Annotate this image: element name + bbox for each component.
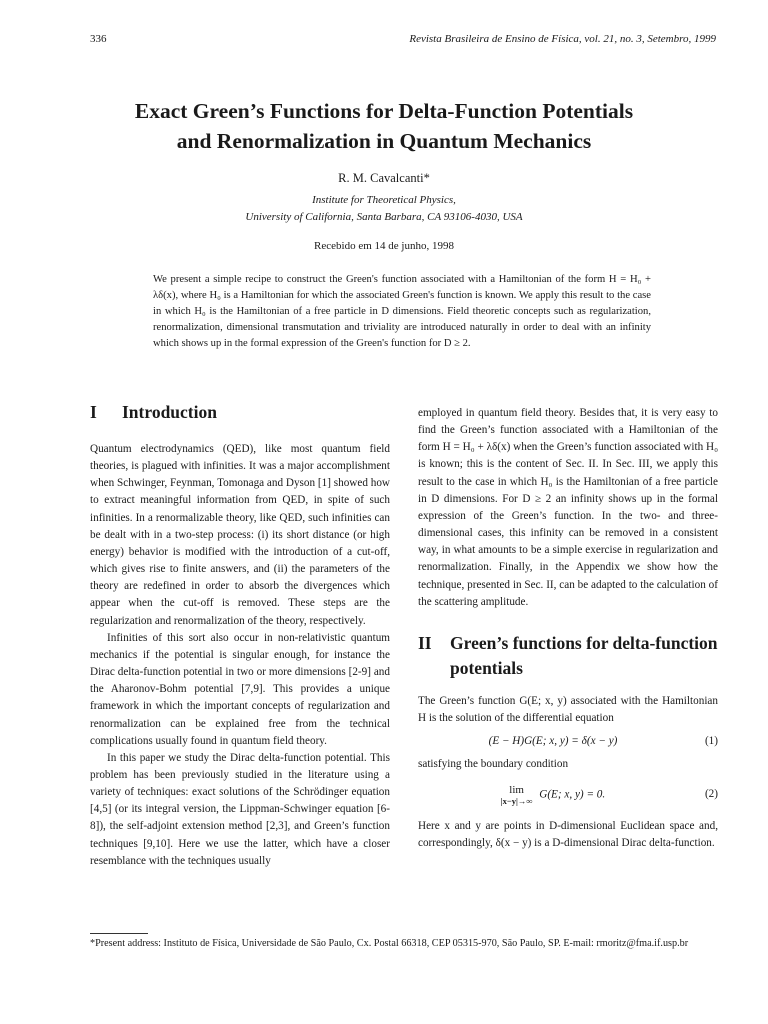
footnote: *Present address: Instituto de Física, Universidade de São Paulo, Cx. Postal 66318, CEP 05315-970, São Paulo, SP. E-mail: rmoritz@fma.if.usp.br [90, 938, 689, 949]
intro-paragraph-2: Infinities of this sort also occur in non-relativistic quantum mechanics if the potential is singular enough, for instance the Dirac delta-function potential in two or more dimensions [2-9] and the Aharonov-Bohm potential [7,9]. This provides a unique framework in which the important concepts of regularization and renormalization can be explained free from the technical complications usually found in quantum field theory. [90, 631, 390, 747]
section-2-title: Green’s functions for delta-function potentials [450, 632, 718, 678]
limit-subscript: |x−y|→∞ [500, 795, 533, 806]
equation-2-number: (2) [704, 787, 718, 800]
right-column [418, 405, 718, 852]
title-line-2: and Renormalization in Quantum Mechanics [176, 129, 592, 153]
section-2-number: II [418, 632, 432, 653]
abstract: We present a simple recipe to construct the Green's function associated with a Hamiltonian of the form H = H₀ + λδ(x), where H₀ is a Hamiltonian for which the associated Green's function is known. We apply this result to the case in which H₀ is the Hamiltonian of a free particle in D dimensions. Field theoretic concepts such as regularization, renormalization, dimensional transmutation and triviality are introduced naturally in order to deal with an infinity which shows up in the formal expression of the Green's function for D ≥ 2. [153, 274, 651, 349]
footnote-rule [90, 933, 148, 934]
section-1-heading [90, 400, 390, 425]
equation-1 [418, 733, 718, 750]
equation-2-body: G(E; x, y) = 0. [539, 788, 606, 801]
equation-2 [418, 784, 718, 806]
limit-word: lim [509, 783, 524, 796]
affiliation-line-2: University of California, Santa Barbara, CA 93106-4030, USA [245, 211, 523, 223]
left-column [90, 400, 390, 870]
received-date: Recebido em 14 de junho, 1998 [314, 240, 454, 252]
paper-title [60, 96, 708, 156]
equation-1-number: (1) [704, 735, 718, 748]
equation-1-body: (E − H)G(E; x, y) = δ(x − y) [488, 735, 618, 748]
affiliation-line-1: Institute for Theoretical Physics, [312, 194, 456, 206]
intro-paragraph-4: employed in quantum field theory. Besides that, it is very easy to find the Green’s function associated with a Hamiltonian of the form H = H₀ + λδ(x) when the Green’s function associated with H₀ is known; this is the content of Sec. II. In Sec. III, we apply this result to the case in which H₀ is the Hamiltonian of a free particle in D dimensions. For D ≥ 2 an infinity shows up in the formal expression of the Green’s function. In the two- and three-dimensional cases, this infinity can be removed in a consistent way, in what amounts to be a simple exercise in regularization and renormalization. Finally, in the Appendix we show how the technique, presented in Sec. II, can be adapted to the calculation of the scattering amplitude. [418, 407, 718, 608]
limit-operator [501, 784, 533, 806]
section-1-number: I [90, 402, 97, 422]
section-1-title: Introduction [122, 402, 217, 422]
section-2-heading [418, 631, 718, 681]
section-2-paragraph-1: The Green’s function G(E; x, y) associated with the Hamiltonian H is the solution of the differential equation [418, 694, 718, 725]
intro-paragraph-1: Quantum electrodynamics (QED), like most quantum field theories, is plagued with infinities. It was a major accomplishment when Schwinger, Feynman, Tomonaga and Dyson [1] showed how to extract meaningful information from QED, in spite of such infinities. In a renormalizable theory, like QED, such infinities can be dealt with in a two-step process: (i) its short distance (or high energy) behavior is modified with the introduction of a cut-off, which gives rise to finite answers, and (ii) the parameters of the theory are redefined in order to absorb the divergences which appear when the cut-off is removed. These steps are the regularization and renormalization of the theory, respectively. [90, 443, 390, 627]
affiliation [0, 192, 768, 226]
page-number: 336 [90, 33, 107, 45]
section-2-paragraph-3: Here x and y are points in D-dimensional Euclidean space and, correspondingly, δ(x − y) is a D-dimensional Dirac delta-function. [418, 819, 718, 849]
section-2-paragraph-2: satisfying the boundary condition [418, 758, 569, 771]
intro-paragraph-3: In this paper we study the Dirac delta-function potential. This problem has been previously studied in the literature using a variety of techniques: exact solutions of the Schrödinger equation [4,5] (or its integral version, the Lippman-Schwinger equation [6-8]), the self-adjoint extension method [2,3], and Green’s function techniques [9,10]. Here we use the latter, which have a closer resemblance with the techniques usually [90, 751, 390, 867]
title-line-1: Exact Green’s Functions for Delta-Function Potentials [134, 99, 634, 123]
author: R. M. Cavalcanti* [338, 171, 430, 185]
equation-2-content [418, 784, 688, 806]
journal-reference: Revista Brasileira de Ensino de Física, vol. 21, no. 3, Setembro, 1999 [409, 33, 716, 45]
